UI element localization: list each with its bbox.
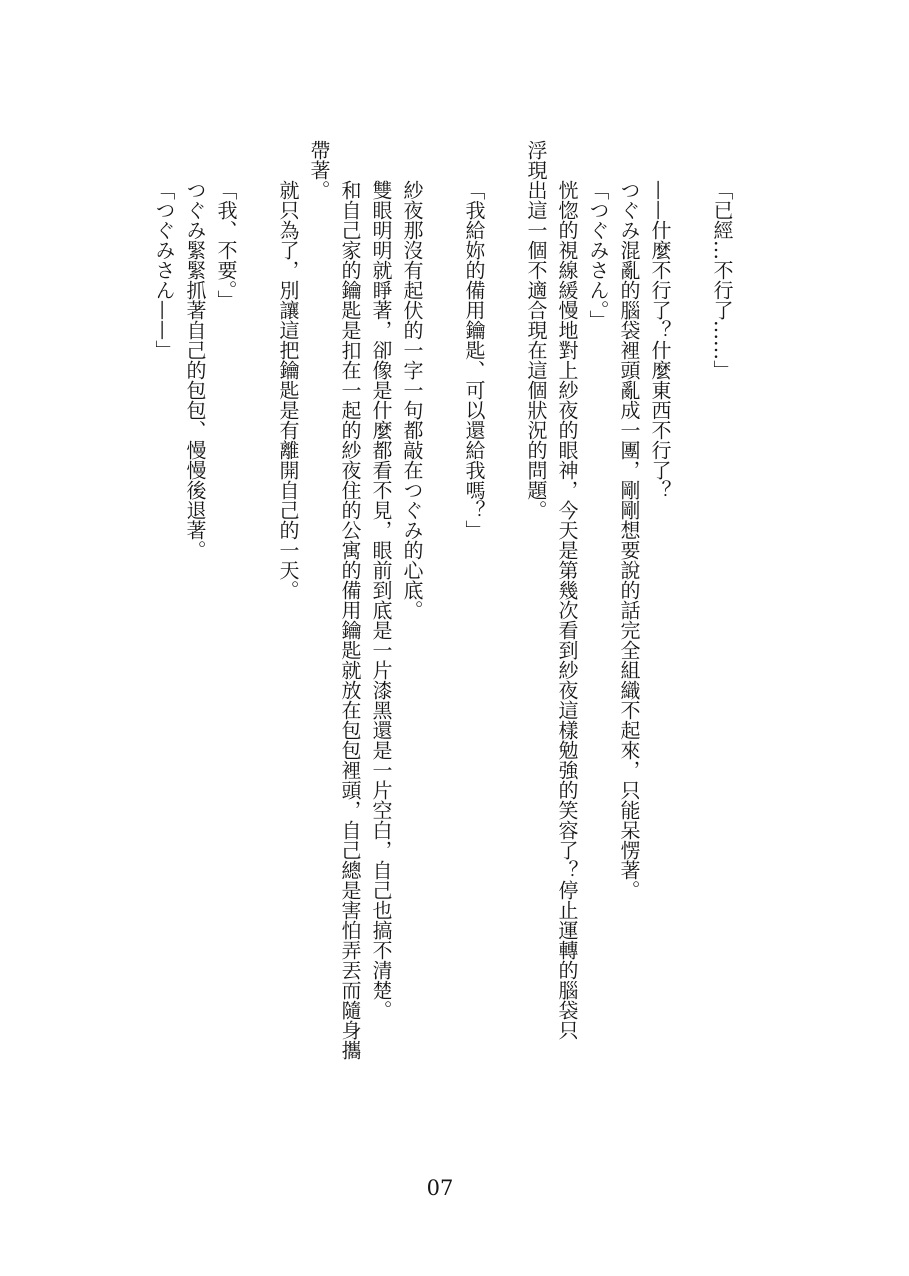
text-section	[458, 140, 489, 1080]
text-line: 「つぐみさん——」	[152, 180, 176, 360]
paragraph	[706, 140, 737, 1080]
page-number: 07	[426, 1176, 454, 1200]
text-line: 「我、不要。」	[214, 180, 238, 310]
text-line: 雙眼明明就睜著，卻像是什麼都看不見，眼前到底是一片漆黑還是一片空白，自己也搞不清楚。	[369, 180, 393, 1020]
paragraph	[272, 140, 303, 1080]
paragraph	[365, 140, 396, 1080]
text-line: 帶著。	[307, 140, 331, 200]
text-section	[706, 140, 737, 1080]
text-line: 浮現出這一個不適合現在這個狀況的問題。	[524, 140, 548, 520]
paragraph	[458, 140, 489, 1080]
paragraph	[520, 140, 582, 1080]
paragraph	[179, 140, 210, 1080]
vertical-text-body	[148, 140, 737, 1080]
text-section	[520, 140, 675, 1080]
paragraph	[148, 140, 179, 1080]
paragraph	[303, 140, 365, 1080]
text-section	[272, 140, 427, 1080]
text-line: 「我給妳的備用鑰匙、可以還給我嗎？」	[462, 180, 486, 540]
text-line: 和自己家的鑰匙是扣在一起的紗夜住的公寓的備用鑰匙就放在包包裡頭，自己總是害怕弄丟而隨身攜	[338, 180, 362, 1060]
text-section	[148, 140, 241, 1080]
text-line: つぐみ緊緊抓著自己的包包、慢慢後退著。	[183, 180, 207, 560]
text-line: 「已經…不行了……」	[710, 180, 734, 380]
paragraph	[582, 140, 613, 1080]
text-line: 紗夜那沒有起伏的一字一句都敲在つぐみ的心底。	[400, 180, 424, 620]
paragraph	[210, 140, 241, 1080]
paragraph	[613, 140, 644, 1080]
paragraph	[396, 140, 427, 1080]
text-line: 「つぐみさん。」	[586, 180, 610, 330]
text-line: 就只為了，別讓這把鑰匙是有離開自己的一天。	[276, 180, 300, 600]
paragraph	[644, 140, 675, 1080]
text-line: 恍惚的視線緩慢地對上紗夜的眼神，今天是第幾次看到紗夜這樣勉強的笑容了？停止運轉的腦袋只	[555, 180, 579, 1040]
text-line: ——什麼不行了？什麼東西不行了？	[648, 180, 672, 500]
text-line: つぐみ混亂的腦袋裡頭亂成一團，剛剛想要說的話完全組織不起來，只能呆愣著。	[617, 180, 641, 900]
